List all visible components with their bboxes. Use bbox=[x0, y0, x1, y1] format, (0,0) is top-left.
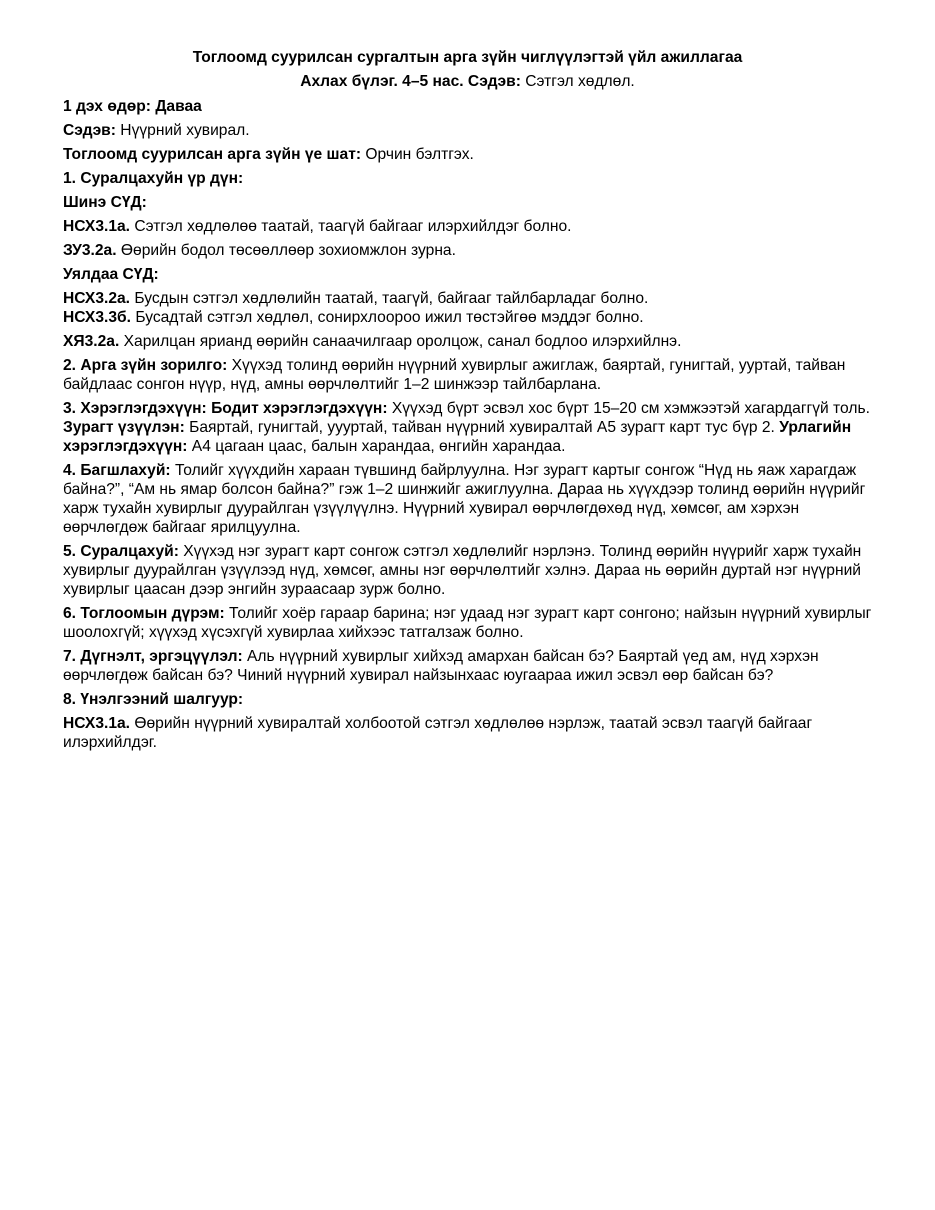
outcome-item bbox=[63, 308, 872, 327]
reflection-text: Аль нүүрний хувирлыг хийхэд амархан байсан бэ? Баяртай үед ам, нүд хэрхэн өөрчлөгдөж байсан бэ? Чиний нүүрний хувирал найзынхаас юугаараа ижил эсвэл өөр байсан бэ? bbox=[63, 648, 819, 684]
rules-label: 6. Тоглоомын дүрэм: bbox=[63, 605, 225, 622]
goal-label: 2. Арга зүйн зорилго: bbox=[63, 357, 228, 374]
outcome-code: НСХ3.2а. bbox=[63, 290, 131, 307]
criteria-text: Өөрийн нүүрний хувиралтай холбоотой сэтгэл хөдлөлөө нэрлэж, таатай эсвэл таагүй байгааг илэрхийлдэг. bbox=[63, 715, 813, 751]
stage-line bbox=[63, 145, 872, 164]
outcome-code: ХЯ3.2а. bbox=[63, 333, 120, 350]
outcome-code: НСХ3.3б. bbox=[63, 309, 131, 326]
criteria-heading: 8. Үнэлгээний шалгуур: bbox=[63, 691, 244, 708]
outcomes-heading: 1. Суралцахуйн үр дүн: bbox=[63, 170, 244, 187]
materials-text: Хүүхэд бүрт эсвэл хос бүрт 15–20 см хэмжээтэй хагардаггүй толь. bbox=[387, 400, 870, 417]
learner-text: Хүүхэд нэг зурагт карт сонгож сэтгэл хөдлөлийг нэрлэнэ. Толинд өөрийн нүүрийг харж тухайн хувирлыг дуурайлган үзүүлээд нүд, хөмсөг, амны нэг өөрчлөлтийг хэлнэ. Дараа нь өөрийн дуртай нэг нүүрний хувирлыг цаасан дээр энгийн зураасаар зурж болно. bbox=[63, 543, 862, 598]
materials-section bbox=[63, 399, 872, 456]
outcome-text: Сэтгэл хөдлөлөө таатай, таагүй байгааг илэрхийлдэг болно. bbox=[130, 218, 572, 235]
criteria-item bbox=[63, 714, 872, 752]
reflection-label: 7. Дүгнэлт, эргэцүүлэл: bbox=[63, 648, 243, 665]
art-materials-text: А4 цагаан цаас, балын харандаа, өнгийн харандаа. bbox=[187, 438, 566, 455]
outcome-code: НСХ3.1а. bbox=[63, 218, 131, 235]
day-heading: 1 дэх өдөр: Даваа bbox=[63, 98, 202, 115]
rules-section bbox=[63, 604, 872, 642]
stage-label: Тоглоомд суурилсан арга зүйн үе шат: bbox=[63, 146, 362, 163]
stage-text: Орчин бэлтгэх. bbox=[361, 146, 474, 163]
topic-text: Нүүрний хувирал. bbox=[115, 122, 250, 139]
visual-aids-label: Зурагт үзүүлэн: bbox=[63, 419, 185, 436]
teacher-section bbox=[63, 461, 872, 537]
topic-line bbox=[63, 121, 872, 140]
outcomes-group-new: Шинэ СҮД: bbox=[63, 194, 147, 211]
subtitle-text: Сэтгэл хөдлөл. bbox=[520, 73, 635, 90]
goal-text: Хүүхэд толинд өөрийн нүүрний хувирлыг ажиглаж, баяртай, гунигтай, ууртай, тайван байдлаас сонгон нүүр, нүд, амны өөрчлөлтийг 1–2 шинжээр тайлбарлана. bbox=[63, 357, 846, 393]
outcome-text: Бусдын сэтгэл хөдлөлийн таатай, таагүй, байгааг тайлбарладаг болно. bbox=[130, 290, 649, 307]
outcome-code: ЗУ3.2а. bbox=[63, 242, 117, 259]
document-title: Тоглоомд суурилсан сургалтын арга зүйн чиглүүлэгтэй үйл ажиллагаа bbox=[192, 49, 743, 66]
visual-aids-text: Баяртай, гунигтай, уууртай, тайван нүүрний хувиралтай А5 зурагт карт тус бүр 2. bbox=[184, 419, 780, 436]
reflection-section bbox=[63, 647, 872, 685]
teacher-text: Толийг хүүхдийн хараан түвшинд байрлуулна. Нэг зурагт картыг сонгож “Нүд нь яаж харагдаж байна?”, “Ам нь ямар болсон байна?” гэж 1–2 шинжийг ажиглуулна. Дараа нь хүүхдээр толинд өөрийн нүүрийг харж тухайн хувирлыг дуурайлган үзүүлүүлнэ. Нүүрний хувирал өөрчлөгдөхөд нүд, хөмсөг, ам хэрхэн өөрчлөгдөж байгааг ярилцуулна. bbox=[63, 462, 866, 536]
outcome-item bbox=[63, 332, 872, 351]
subtitle-label: Ахлах бүлэг. 4–5 нас. Сэдэв: bbox=[300, 73, 521, 90]
learner-label: 5. Суралцахуй: bbox=[63, 543, 179, 560]
teacher-label: 4. Багшлахуй: bbox=[63, 462, 171, 479]
materials-label: 3. Хэрэглэгдэхүүн: Бодит хэрэглэгдэхүүн: bbox=[63, 400, 388, 417]
outcome-item bbox=[63, 241, 872, 260]
outcome-text: Бусадтай сэтгэл хөдлөл, сонирхлоороо ижил төстэйгөө мэддэг болно. bbox=[130, 309, 644, 326]
rules-text: Толийг хоёр гараар барина; нэг удаад нэг зурагт карт сонгоно; найзын нүүрний хувирлыг шоолохгүй; хүүхэд хүсэхгүй хувирлаа хийхээс татгалзаж болно. bbox=[63, 605, 872, 641]
outcome-item bbox=[63, 289, 872, 308]
criteria-code: НСХ3.1а. bbox=[63, 715, 131, 732]
topic-label: Сэдэв: bbox=[63, 122, 116, 139]
learner-section bbox=[63, 542, 872, 599]
outcome-text: Өөрийн бодол төсөөллөөр зохиомжлон зурна. bbox=[116, 242, 456, 259]
outcomes-group-linked: Уялдаа СҮД: bbox=[63, 266, 159, 283]
art-materials-label: Урлагийн хэрэглэгдэхүүн: bbox=[63, 419, 852, 455]
document-subtitle bbox=[63, 72, 872, 91]
outcome-text: Харилцан ярианд өөрийн санаачилгаар оролцож, санал бодлоо илэрхийлнэ. bbox=[119, 333, 682, 350]
goal-section bbox=[63, 356, 872, 394]
outcome-item bbox=[63, 217, 872, 236]
